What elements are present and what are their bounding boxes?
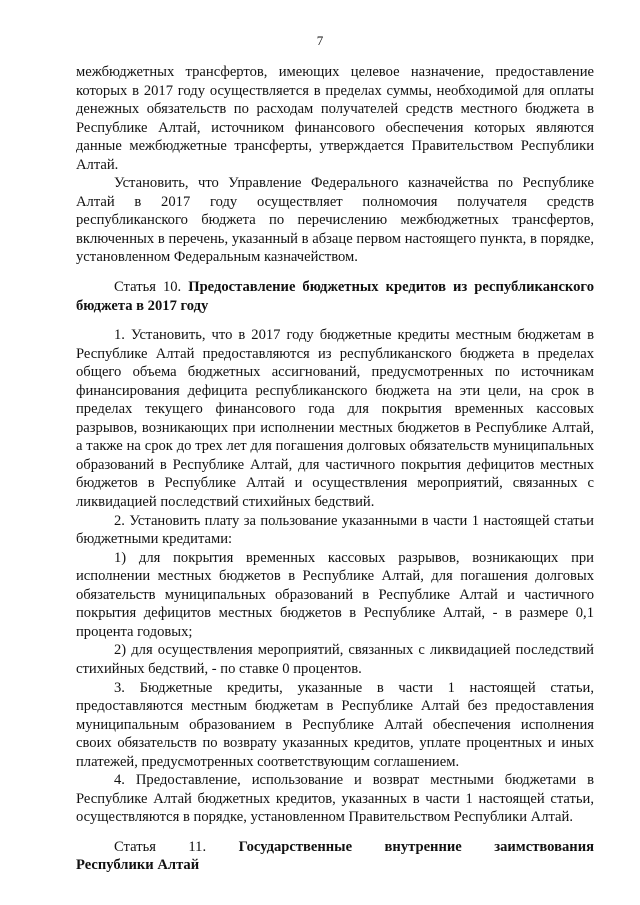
spacer <box>76 827 594 838</box>
article-10-part-2-item-1: 1) для покрытия временных кассовых разрывов, возникающих при исполнении местных бюджетов в Республике Алтай, для погашения долговых обязательств муниципальных образований в Республике Алтай и частичного покрытия дефицитов местных бюджетов в Республике Алтай, - в размере 0,1 процента годовых; <box>76 549 594 640</box>
article-11-label: Статья 11. <box>114 838 207 855</box>
article-10-part-1: 1. Установить, что в 2017 году бюджетные кредиты местным бюджетам в Республике Алтай предоставляются из республиканского бюджета в пределах общего объема бюджетных ассигнований, предусмотренных по источникам финансирования дефицита республиканского бюджета на эти цели, на срок в пределах текущего финансового года для покрытия временных кассовых разрывов, возникающих при исполнении местных бюджетов в Республике Алтай, а также на срок до трех лет для погашения долговых обязательств муниципальных образований в Республике Алтай, для частичного покрытия дефицитов местных бюджетов в Республике Алтай и осуществления мероприятий, связанных с ликвидацией последствий стихийных бедствий. <box>76 327 594 511</box>
article-10-part-4: 4. Предоставление, использование и возврат местными бюджетами в Республике Алтай бюджетных кредитов, указанных в части 1 настоящей статьи, осуществляются в порядке, установленном Правительством Республики Алтай. <box>76 772 594 826</box>
article-10-part-2-item-2: 2) для осуществления мероприятий, связанных с ликвидацией последствий стихийных бедствий, - по ставке 0 процентов. <box>76 642 594 677</box>
document-body <box>76 63 594 875</box>
article-11-title-line-1: Государственные внутренние заимствования <box>238 838 594 855</box>
article-10-label: Статья 10. <box>114 279 182 296</box>
article-10-part-3: 3. Бюджетные кредиты, указанные в части 1 настоящей статьи, предоставляются местным бюджетам в Республике Алтай без предоставления муниципальным образованием в Республике Алтай обеспечения исполнения своих обязательств по возврату указанных кредитов, уплате процентных и иных платежей, предусмотренных соответствующим соглашением. <box>76 679 594 770</box>
paragraph-transfers-continuation: межбюджетных трансфертов, имеющих целевое назначение, предоставление которых в 2017 году осуществляется в пределах суммы, необходимой для оплаты денежных обязательств по расходам получателей средств местного бюджета в Республике Алтай, источником финансового обеспечения которых являются данные межбюджетные трансферты, утверждается Правительством Республики Алтай. <box>76 64 594 173</box>
spacer <box>76 315 594 326</box>
paragraph-treasury: Установить, что Управление Федерального казначейства по Республике Алтай в 2017 году осуществляет полномочия получателя средств республиканского бюджета по перечислению межбюджетных трансфертов, включенных в перечень, указанный в абзаце первом настоящего пункта, в порядке, установленном Федеральным казначейством. <box>76 175 594 266</box>
article-10-heading <box>76 278 594 315</box>
page-number: 7 <box>316 33 324 48</box>
spacer <box>76 267 594 278</box>
article-10-part-2: 2. Установить плату за пользование указанными в части 1 настоящей статьи бюджетными кредитами: <box>76 512 594 548</box>
article-11-title-line-2: Республики Алтай <box>76 857 200 874</box>
article-10-title: Предоставление бюджетных кредитов из республиканского бюджета в 2017 году <box>76 279 594 314</box>
article-11-heading <box>76 838 594 857</box>
article-11-heading-continuation <box>76 856 594 875</box>
